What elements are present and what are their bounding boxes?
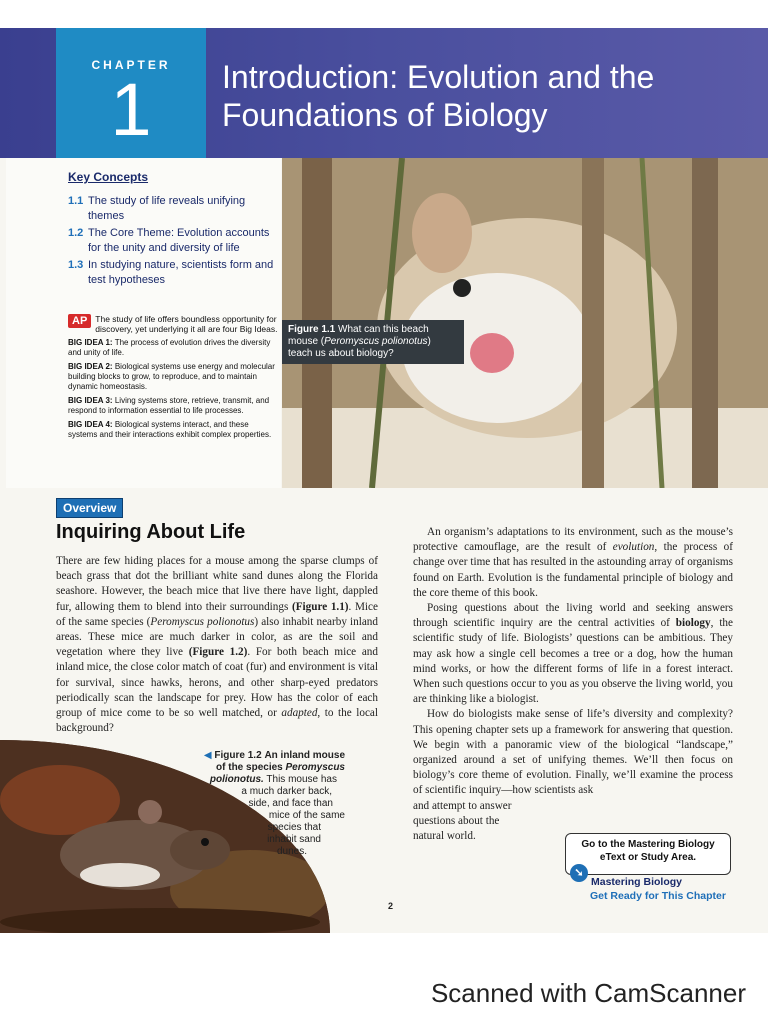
ap-big-ideas: [68, 314, 278, 440]
key-concept-text: In studying nature, scientists form and test hypotheses: [88, 259, 274, 286]
big-idea: [68, 420, 278, 440]
chapter-label: CHAPTER: [91, 58, 171, 72]
figure-1-1-label: Figure 1.1: [288, 324, 336, 335]
text-run: questions about the: [413, 814, 500, 827]
big-idea-text: Biological systems interact, and these systems and their interactions exhibit complex properties.: [68, 420, 272, 439]
big-idea-text: Living systems store, retrieve, transmit, and respond to information essential to life processes.: [68, 396, 270, 415]
text-run: and attempt to answer: [413, 799, 512, 812]
caption-line: mice of the same: [268, 810, 345, 821]
caption-line: ◀ Figure 1.2 An inland mouse: [203, 750, 345, 761]
text-run: How do biologists make sense of life’s diversity and complexity? This opening chapter sets up a framework for answering that question. We begin with a panoramic view of the biological “landscape,” organized around a set of unifying themes. We’ll then focus on biology’s core theme of evolution. Finally, we’ll examine the process of scientific inquiry—how scientists ask: [413, 708, 733, 797]
big-idea-text: The process of evolution drives the diversity and unity of life.: [68, 338, 271, 357]
big-idea: [68, 338, 278, 358]
key-concept-number: 1.2: [68, 227, 84, 239]
big-idea-label: BIG IDEA 4:: [68, 420, 113, 429]
caption-bold: An inland mouse: [264, 750, 345, 761]
key-concepts-heading: Key Concepts: [68, 170, 149, 184]
figure-1-2-label: Figure 1.2: [214, 750, 262, 761]
key-concept-item: [68, 258, 278, 288]
key-concept-text: The Core Theme: Evolution accounts for the unity and diversity of life: [88, 227, 270, 254]
left-column-text: [56, 554, 378, 736]
paragraph: [413, 707, 733, 798]
section-heading: Inquiring About Life: [56, 521, 246, 543]
caption-text: This mouse has: [266, 774, 337, 785]
figure-1-1-text-a: What can this beach mouse (: [288, 324, 429, 347]
figure-1-1-species: Peromyscus polionotus: [324, 336, 428, 347]
chapter-number: 1: [110, 68, 152, 151]
text-run: ) also inhabit nearby inland areas. These mice are much darker in color, as are the soil and vegetation where they live: [56, 615, 378, 659]
chapter-title-line2: Foundations of Biology: [222, 97, 548, 133]
key-concept-item: [68, 226, 278, 256]
big-idea: [68, 396, 278, 416]
textbook-page: [0, 28, 768, 933]
figure-reference: (Figure 1.1): [291, 600, 349, 613]
chapter-title-line1: Introduction: Evolution and the: [222, 59, 655, 95]
text-run: . Mice of the same species (: [56, 600, 378, 628]
text-run: , the process of change over time that has resulted in the astounding array of organisms found on Earth. Evolution is the fundamental principle of biology and the core theme of this book.: [413, 541, 733, 599]
caption-line: [175, 762, 345, 774]
caption-line: [175, 774, 337, 786]
text-run: natural world.: [413, 830, 476, 843]
text-run: Posing questions about the living world and seeking answers through scientific inquiry are the central activities of: [413, 602, 733, 630]
big-idea-label: BIG IDEA 3:: [68, 396, 113, 405]
key-concepts-panel: [6, 158, 281, 488]
species-name: Peromyscus: [285, 762, 345, 773]
caption-line: inhabit sand: [267, 834, 321, 845]
caption-line: a much darker back,: [241, 786, 332, 797]
paragraph: [413, 525, 733, 601]
italic-term: evolution: [612, 541, 655, 554]
italic-term: adapted: [281, 707, 318, 720]
big-idea-label: BIG IDEA 1:: [68, 338, 113, 347]
text-run: . For both beach mice and inland mice, the close color match of coat (fur) and environment is vital for survival, since hawks, herons, and other sharp-eyed predators periodically scan the landscape for prey. How has the color of each group of mice come to be so well matched, or: [56, 646, 378, 720]
mastering-subtitle: Get Ready for This Chapter: [590, 890, 726, 902]
mastering-box-line: Go to the Mastering Biology: [581, 839, 715, 850]
overview-badge: Overview: [56, 498, 123, 518]
big-idea: [68, 362, 278, 392]
key-concepts-list: [68, 194, 278, 290]
caption-bold: of the species: [216, 762, 283, 773]
big-idea-text: Biological systems use energy and molecular building blocks to grow, to reproduce, and to maintain dynamic homeostasis.: [68, 362, 275, 391]
paragraph: [413, 601, 733, 707]
key-concept-number: 1.3: [68, 259, 84, 271]
big-idea-label: BIG IDEA 2:: [68, 362, 113, 371]
chapter-banner: [0, 28, 768, 158]
key-concept-text: The study of life reveals unifying themes: [88, 195, 246, 222]
mastering-title: Mastering Biology: [591, 876, 683, 888]
ap-intro-text: The study of life offers boundless opportunity for discovery, yet underlying it all are four Big Ideas.: [95, 314, 278, 334]
right-column-text: [413, 525, 733, 844]
caption-line: side, and face than: [248, 798, 333, 809]
chapter-title: [222, 58, 762, 134]
chapter-number-box: [56, 28, 206, 158]
text-run: , the scientific study of life. Biologists’ questions can be ambitious. They may ask how a single cell becomes a tree or a dog, how the human mind works, or how the different forms of life in a forest interact. When such questions occur to you as you observe the living world, you are thinking like a biologist.: [413, 617, 733, 706]
caption-line: dunes.: [276, 846, 307, 857]
mastering-biology-link[interactable]: [565, 833, 731, 875]
key-concept-item: [68, 194, 278, 224]
figure-reference: (Figure 1.2): [188, 646, 248, 659]
mastering-box-line: eText or Study Area.: [599, 852, 697, 863]
ap-badge: AP: [68, 314, 91, 328]
arrow-icon: ➘: [570, 864, 588, 882]
page-number: 2: [388, 901, 394, 911]
figure-1-1-text-b: ) teach us about biology?: [288, 336, 431, 359]
scanner-watermark: Scanned with CamScanner: [430, 978, 746, 1008]
text-run: An organism’s adaptations to its environment, such as the mouse’s protective camouflage, are the result of: [413, 526, 733, 554]
figure-1-2-caption: [175, 750, 345, 858]
species-name: Peromyscus polionotus: [150, 615, 255, 628]
species-name: polionotus.: [209, 774, 264, 785]
caption-line: species that: [267, 822, 321, 833]
figure-1-1-caption: [282, 320, 464, 364]
text-run: There are few hiding places for a mouse among the sparse clumps of beach grass that dot the brilliant white sand dunes along the Florida seashore. However, the beach mice that live there have light, dappled fur, allowing them to blend into their surroundings: [56, 555, 378, 613]
bold-term: biology: [675, 617, 711, 630]
key-concept-number: 1.1: [68, 195, 84, 207]
text-run: , to the local background?: [56, 707, 378, 735]
